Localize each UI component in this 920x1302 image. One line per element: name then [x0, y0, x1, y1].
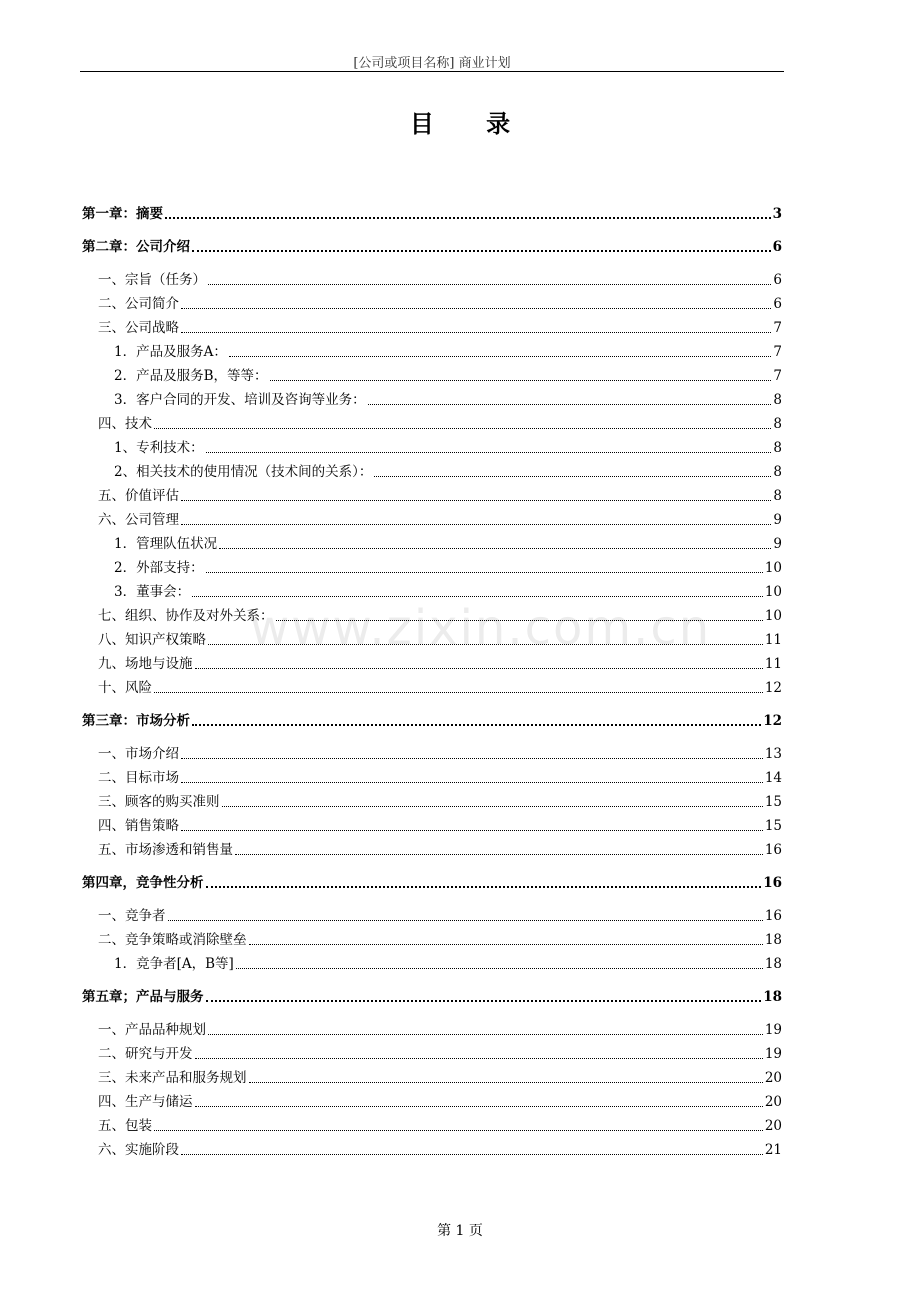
toc-entry-label: 五、市场渗透和销售量	[98, 842, 233, 858]
toc-entry[interactable]	[82, 606, 782, 626]
toc-entry-page: 12	[764, 680, 782, 696]
toc-entry-label: 1、专利技术：	[114, 440, 204, 456]
toc-entry[interactable]	[82, 342, 782, 362]
toc-dot-leader	[249, 943, 763, 945]
toc-entry[interactable]	[82, 816, 782, 836]
toc-dot-leader	[229, 355, 772, 357]
toc-entry-page: 7	[773, 320, 782, 336]
toc-entry-label: 五、包装	[98, 1118, 152, 1134]
toc-dot-leader	[270, 379, 772, 381]
toc-dot-leader	[192, 723, 761, 726]
toc-entry-label: 三、顾客的购买准则	[98, 794, 220, 810]
toc-entry-page: 14	[764, 770, 782, 786]
toc-chapter-entry[interactable]	[82, 987, 782, 1007]
toc-dot-leader	[181, 523, 771, 525]
toc-chapter-entry[interactable]	[82, 237, 782, 257]
toc-entry-label: 一、竞争者	[98, 908, 166, 924]
toc-entry-page: 19	[764, 1022, 782, 1038]
toc-entry-label: 2、相关技术的使用情况（技术间的关系）：	[114, 464, 373, 480]
toc-dot-leader	[181, 499, 771, 501]
toc-entry-label: 1．管理队伍状况	[114, 536, 218, 552]
toc-entry[interactable]	[82, 744, 782, 764]
toc-entry-label: 第三章：市场分析	[82, 713, 190, 729]
toc-entry[interactable]	[82, 414, 782, 434]
toc-entry[interactable]	[82, 930, 782, 950]
toc-entry[interactable]	[82, 678, 782, 698]
toc-entry-label: 四、生产与储运	[98, 1094, 193, 1110]
page-title: 目 录	[409, 109, 533, 138]
toc-entry[interactable]	[82, 1092, 782, 1112]
toc-entry-label: 一、产品品种规划	[98, 1022, 206, 1038]
toc-dot-leader	[181, 331, 771, 333]
toc-entry-label: 2．产品及服务B，等等：	[114, 368, 268, 384]
toc-chapter-entry[interactable]	[82, 873, 782, 893]
toc-entry-page: 20	[764, 1094, 782, 1110]
toc-entry[interactable]	[82, 1044, 782, 1064]
toc-dot-leader	[165, 216, 771, 219]
toc-entry-page: 16	[763, 875, 782, 891]
toc-dot-leader	[181, 781, 763, 783]
toc-entry-page: 9	[773, 512, 782, 528]
toc-entry[interactable]	[82, 510, 782, 530]
toc-entry-label: 八、知识产权策略	[98, 632, 206, 648]
toc-dot-leader	[206, 451, 772, 453]
toc-entry[interactable]	[82, 438, 782, 458]
toc-entry-label: 五、价值评估	[98, 488, 179, 504]
toc-entry-page: 9	[773, 536, 782, 552]
toc-dot-leader	[195, 667, 763, 669]
toc-entry-page: 6	[773, 272, 782, 288]
toc-dot-leader	[208, 1033, 763, 1035]
toc-dot-leader	[192, 595, 763, 597]
toc-dot-leader	[154, 1129, 763, 1131]
toc-entry[interactable]	[82, 558, 782, 578]
toc-dot-leader	[235, 853, 763, 855]
toc-entry[interactable]	[82, 366, 782, 386]
toc-entry-page: 15	[764, 794, 782, 810]
toc-dot-leader	[208, 643, 763, 645]
toc-dot-leader	[192, 249, 771, 252]
toc-entry-label: 第二章：公司介绍	[82, 239, 190, 255]
toc-entry-page: 8	[773, 392, 782, 408]
toc-entry-page: 20	[764, 1118, 782, 1134]
toc-entry[interactable]	[82, 390, 782, 410]
toc-entry-page: 18	[764, 932, 782, 948]
toc-entry-label: 二、研究与开发	[98, 1046, 193, 1062]
toc-dot-leader	[368, 403, 772, 405]
toc-entry[interactable]	[82, 1140, 782, 1160]
toc-entry-page: 11	[764, 656, 782, 672]
toc-entry-label: 二、公司简介	[98, 296, 179, 312]
toc-entry-page: 13	[764, 746, 782, 762]
toc-entry-page: 21	[764, 1142, 782, 1158]
toc-entry-page: 16	[764, 908, 782, 924]
toc-entry[interactable]	[82, 318, 782, 338]
toc-dot-leader	[374, 475, 771, 477]
toc-entry-label: 四、技术	[98, 416, 152, 432]
toc-entry[interactable]	[82, 792, 782, 812]
toc-entry-page: 8	[773, 464, 782, 480]
toc-entry-label: 2．外部支持：	[114, 560, 204, 576]
toc-entry[interactable]	[82, 1068, 782, 1088]
toc-entry-page: 19	[764, 1046, 782, 1062]
toc-entry-label: 1．竞争者[A，B等]	[114, 956, 234, 972]
toc-dot-leader	[181, 757, 763, 759]
toc-entry-page: 20	[764, 1070, 782, 1086]
toc-entry-label: 第五章；产品与服务	[82, 989, 204, 1005]
toc-dot-leader	[276, 619, 763, 621]
toc-entry-label: 二、竞争策略或消除壁垒	[98, 932, 247, 948]
toc-entry-page: 10	[764, 608, 782, 624]
toc-dot-leader	[181, 829, 763, 831]
toc-dot-leader	[195, 1105, 763, 1107]
toc-chapter-entry[interactable]	[82, 711, 782, 731]
toc-entry-page: 16	[764, 842, 782, 858]
toc-entry-label: 七、组织、协作及对外关系：	[98, 608, 274, 624]
toc-entry-label: 一、市场介绍	[98, 746, 179, 762]
toc-dot-leader	[168, 919, 763, 921]
toc-entry[interactable]	[82, 270, 782, 290]
toc-entry-label: 十、风险	[98, 680, 152, 696]
toc-entry[interactable]	[82, 1116, 782, 1136]
toc-entry-label: 一、宗旨（任务）	[98, 272, 206, 288]
toc-entry-label: 二、目标市场	[98, 770, 179, 786]
toc-entry[interactable]	[82, 954, 782, 974]
toc-dot-leader	[236, 967, 763, 969]
toc-entry-page: 8	[773, 488, 782, 504]
toc-entry-label: 六、实施阶段	[98, 1142, 179, 1158]
toc-entry[interactable]	[82, 294, 782, 314]
toc-entry-page: 11	[764, 632, 782, 648]
toc-dot-leader	[206, 571, 763, 573]
toc-entry[interactable]	[82, 582, 782, 602]
toc-entry-label: 三、未来产品和服务规划	[98, 1070, 247, 1086]
toc-dot-leader	[154, 427, 771, 429]
watermark: www.zixin.com.cn	[250, 600, 712, 656]
toc-entry-page: 7	[773, 368, 782, 384]
toc-entry-label: 第一章：摘要	[82, 206, 163, 222]
toc-entry-page: 6	[772, 239, 782, 255]
toc-entry-label: 九、场地与设施	[98, 656, 193, 672]
toc-entry-page: 3	[772, 206, 782, 222]
toc-entry-page: 8	[773, 416, 782, 432]
toc-entry[interactable]	[82, 486, 782, 506]
toc-dot-leader	[206, 885, 762, 888]
toc-dot-leader	[249, 1081, 763, 1083]
toc-entry-page: 6	[773, 296, 782, 312]
page-header: [公司或项目名称] 商业计划	[353, 56, 511, 71]
toc-dot-leader	[208, 283, 771, 285]
toc-dot-leader	[154, 691, 763, 693]
toc-entry-label: 第四章，竞争性分析	[82, 875, 204, 891]
toc-entry-label: 三、公司战略	[98, 320, 179, 336]
toc-entry-page: 12	[763, 713, 782, 729]
toc-entry[interactable]	[82, 768, 782, 788]
toc-dot-leader	[219, 547, 771, 549]
toc-entry[interactable]	[82, 534, 782, 554]
toc-entry[interactable]	[82, 654, 782, 674]
toc-chapter-entry[interactable]	[82, 204, 782, 224]
toc-entry-page: 10	[764, 560, 782, 576]
toc-entry-page: 15	[764, 818, 782, 834]
toc-dot-leader	[206, 999, 762, 1002]
toc-entry[interactable]	[82, 1020, 782, 1040]
toc-entry-label: 六、公司管理	[98, 512, 179, 528]
toc-entry-page: 8	[773, 440, 782, 456]
toc-entry-label: 3．董事会：	[114, 584, 191, 600]
toc-entry-page: 10	[764, 584, 782, 600]
toc-entry-label: 1．产品及服务A：	[114, 344, 227, 360]
toc-dot-leader	[222, 805, 763, 807]
toc-dot-leader	[181, 1153, 763, 1155]
header-rule	[80, 71, 784, 72]
toc-entry[interactable]	[82, 630, 782, 650]
toc-dot-leader	[195, 1057, 763, 1059]
toc-entry-page: 18	[764, 956, 782, 972]
toc-entry[interactable]	[82, 462, 782, 482]
toc-entry-label: 四、销售策略	[98, 818, 179, 834]
toc-entry-page: 7	[773, 344, 782, 360]
toc-entry-page: 18	[763, 989, 782, 1005]
toc-entry[interactable]	[82, 906, 782, 926]
toc-dot-leader	[181, 307, 771, 309]
page-footer: 第 1 页	[437, 1223, 483, 1239]
toc-entry-label: 3．客户合同的开发、培训及咨询等业务：	[114, 392, 366, 408]
toc-entry[interactable]	[82, 840, 782, 860]
